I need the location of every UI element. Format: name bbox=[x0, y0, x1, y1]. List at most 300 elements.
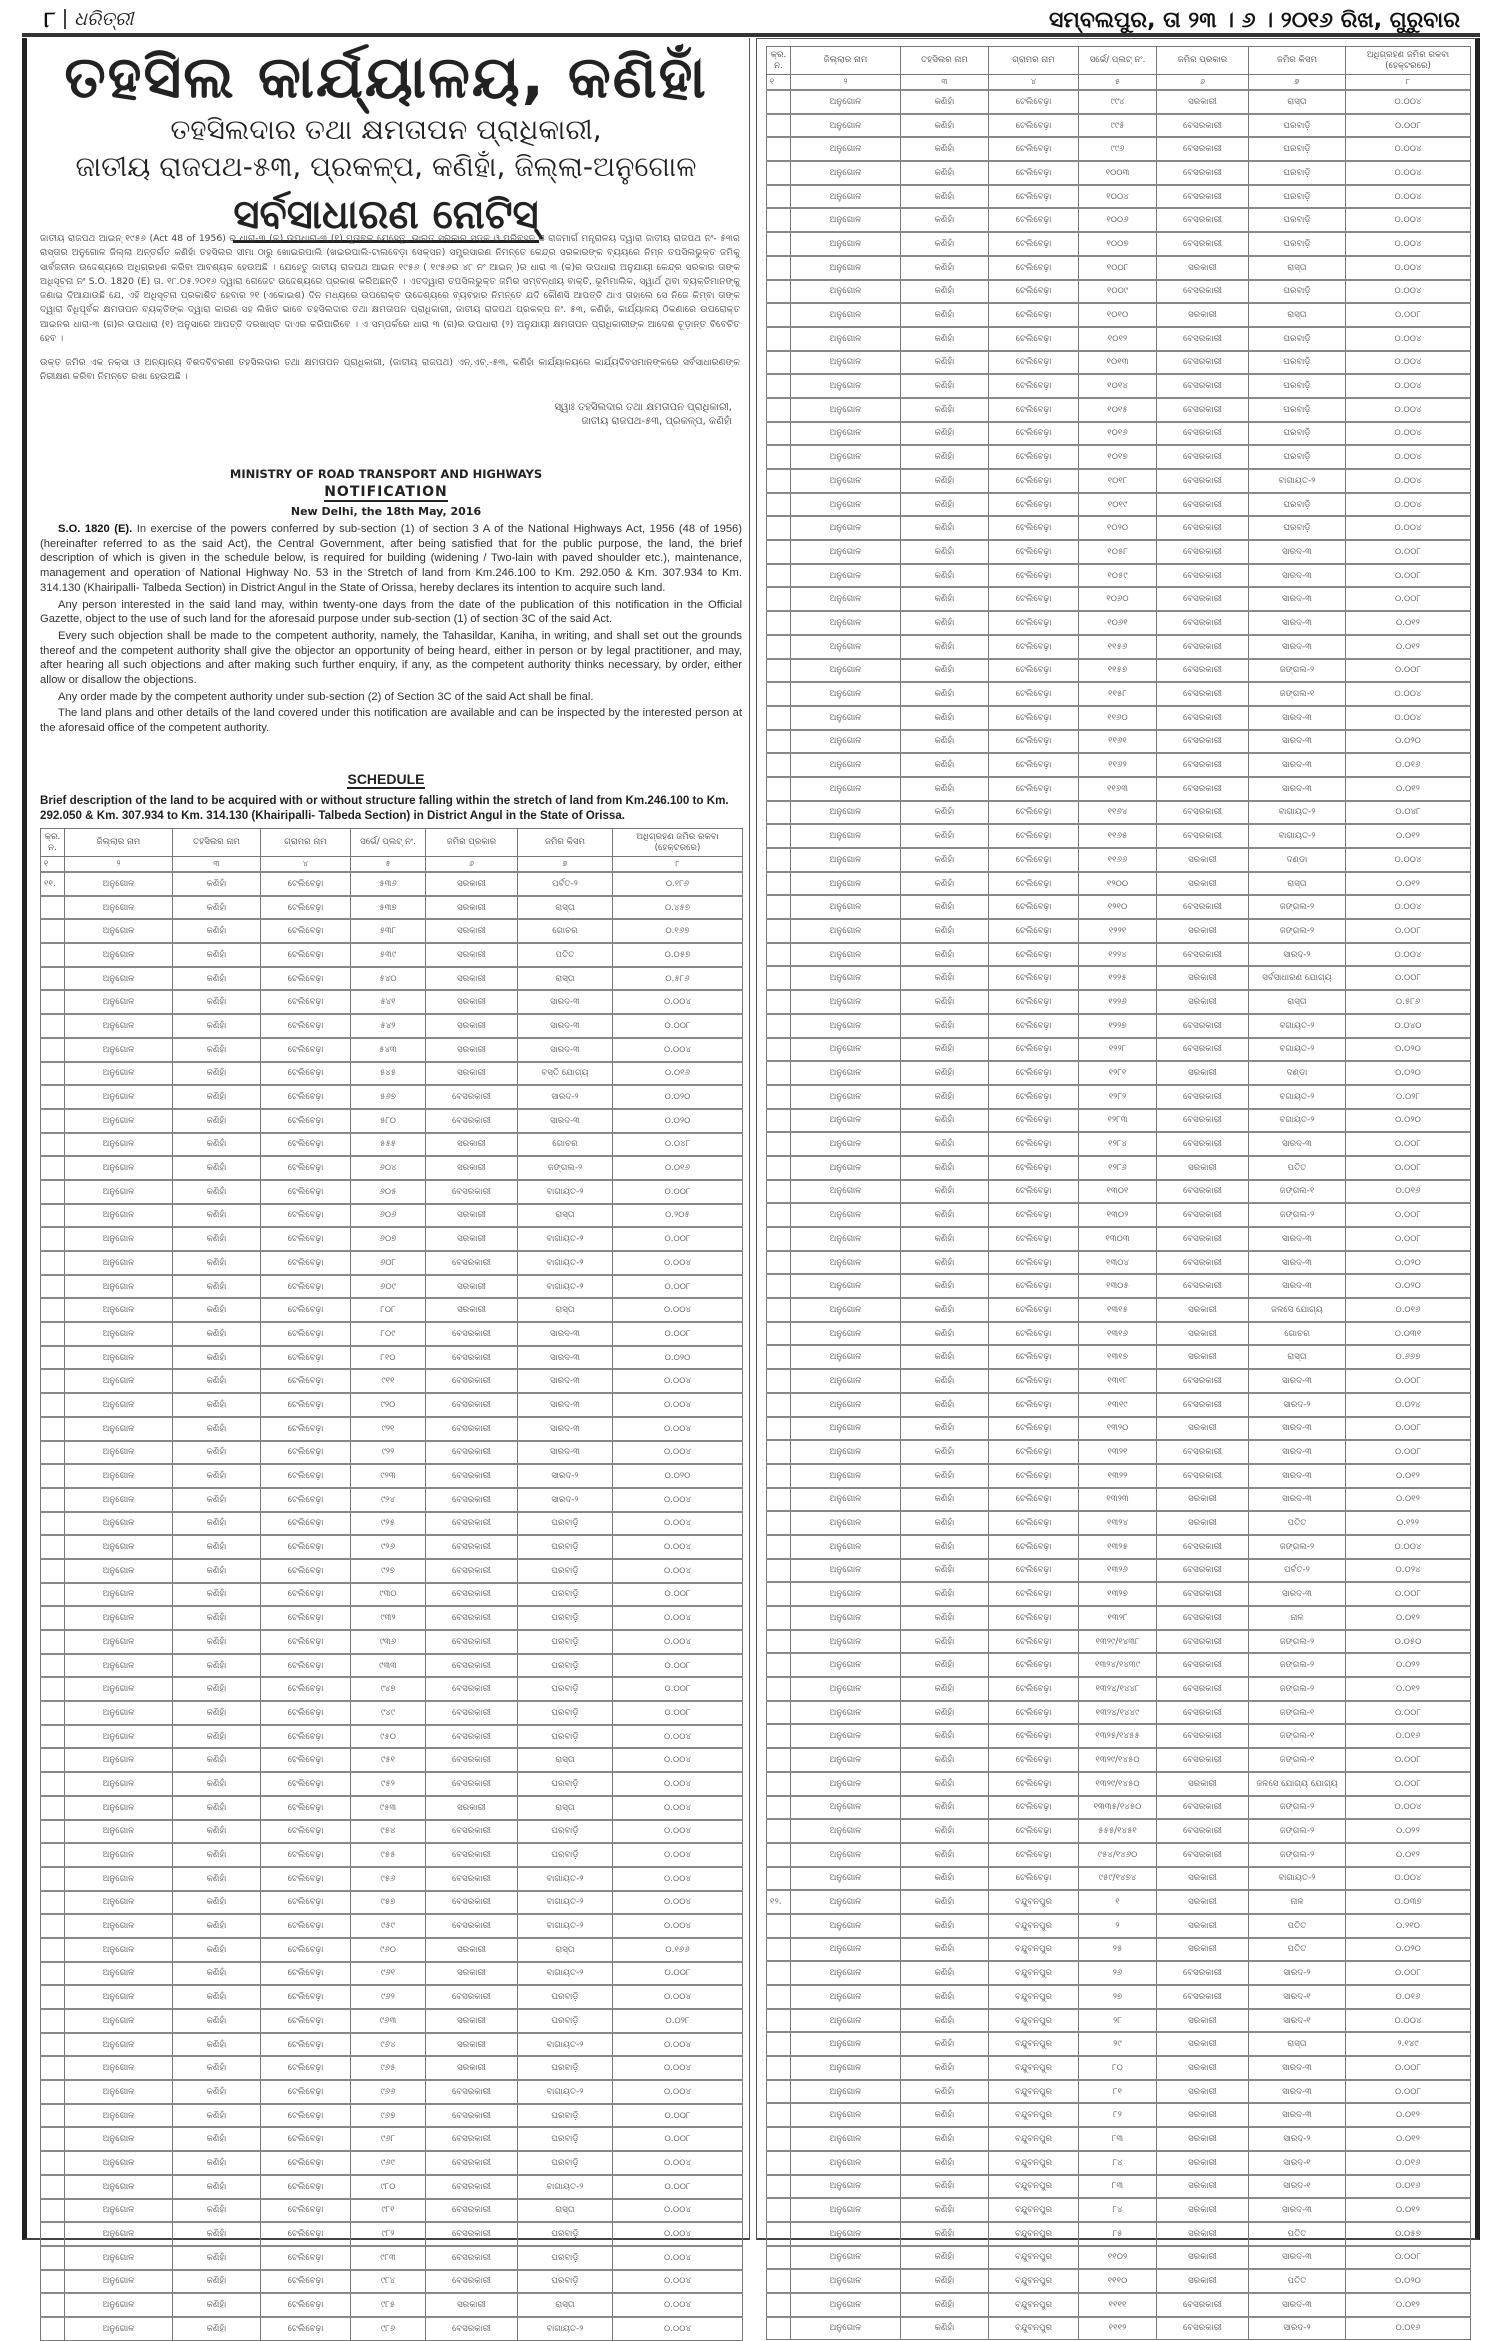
cell-tahasil: କଣିହାଁ bbox=[173, 1985, 261, 2009]
cell-village: ଟେଲିବେଢ଼ା bbox=[989, 1511, 1079, 1535]
cell-district: ଅନୁଗୋଳ bbox=[791, 1488, 901, 1512]
cell-district: ଅନୁଗୋଳ bbox=[65, 1891, 173, 1915]
cell-land-ownership: ବେସରକାରୀ bbox=[1157, 1582, 1249, 1606]
cell-acquired-area: ୦.୦୦୪ bbox=[1346, 398, 1471, 422]
cell-plot-number: ୯୫୭ bbox=[351, 1891, 426, 1915]
cell-village: ଟେଲିବେଢ଼ା bbox=[261, 1772, 351, 1796]
cell-acquired-area: ୦.୦୦୮ bbox=[613, 1014, 743, 1038]
cell-tahasil: କଣିହାଁ bbox=[173, 1180, 261, 1204]
cell-land-kind: ରାସ୍ତା bbox=[518, 1748, 613, 1772]
notice-subtitle-authority: ତହସିଲଦାର ତଥା କ୍ଷମତାପନ ପ୍ରାଧିକାରୀ, bbox=[170, 113, 602, 146]
cell-district: ଅନୁଗୋଳ bbox=[791, 2317, 901, 2340]
table-row bbox=[41, 1867, 743, 1891]
cell-district: ଅନୁଗୋଳ bbox=[791, 1938, 901, 1962]
cell-tahasil: କଣିହାଁ bbox=[173, 1796, 261, 1820]
cell-land-ownership: ବେସରକାରୀ bbox=[1157, 1393, 1249, 1417]
cell-tahasil: କଣିହାଁ bbox=[173, 1583, 261, 1607]
cell-land-ownership: ବେସରକାରୀ bbox=[1157, 1961, 1249, 1985]
cell-village: ଟେଲିବେଢ଼ା bbox=[261, 2175, 351, 2199]
cell-land-ownership: ବେସରକାରୀ bbox=[1157, 1724, 1249, 1748]
cell-plot-number: ୫୩୯ bbox=[351, 943, 426, 967]
table-row bbox=[41, 1914, 743, 1938]
cell-tahasil: କଣିହାଁ bbox=[173, 2151, 261, 2175]
cell-district: ଅନୁଗୋଳ bbox=[791, 2127, 901, 2151]
cell-land-ownership: ବେସରକାରୀ bbox=[1157, 1843, 1249, 1867]
cell-land-ownership: ବେସରକାରୀ bbox=[1157, 1203, 1249, 1227]
cell-district: ଅନୁଗୋଳ bbox=[65, 1535, 173, 1559]
cell-land-kind: ନାଳ bbox=[1249, 1606, 1346, 1630]
table-body bbox=[41, 872, 743, 2340]
cell-district: ଅନୁଗୋଳ bbox=[65, 1275, 173, 1299]
cell-land-kind: ସାରଦ-୧ bbox=[1249, 2151, 1346, 2175]
cell-acquired-area: ୦.୦୦୪ bbox=[1346, 445, 1471, 469]
signature-line: ଜାତୀୟ ରାଜପଥ-୫୩, ପ୍ରକଳ୍ପ, କଣିହାଁ bbox=[581, 416, 732, 427]
cell-tahasil: କଣିହାଁ bbox=[173, 1322, 261, 1346]
table-row bbox=[767, 1701, 1471, 1725]
cell-district: ଅନୁଗୋଳ bbox=[791, 1156, 901, 1180]
so-number: S.O. 1820 (E). bbox=[58, 523, 133, 535]
cell-tahasil: କଣିହାଁ bbox=[901, 445, 989, 469]
cell-land-ownership: ବେସରକାରୀ bbox=[426, 1535, 518, 1559]
cell-serial bbox=[41, 1535, 65, 1559]
cell-village: ଟେଲିବେଢ଼ା bbox=[261, 1346, 351, 1370]
table-row bbox=[767, 232, 1471, 256]
cell-land-kind: ସାରଦ-୩ bbox=[518, 1346, 613, 1370]
table-row bbox=[41, 1701, 743, 1725]
table-row bbox=[767, 1180, 1471, 1204]
cell-district: ଅନୁଗୋଳ bbox=[65, 1725, 173, 1749]
table-row bbox=[41, 943, 743, 967]
cell-plot-number: ୬୦୪ bbox=[351, 1156, 426, 1180]
cell-plot-number: ୯୩୩ bbox=[351, 1654, 426, 1678]
cell-plot-number: ୨୯ bbox=[1079, 2032, 1157, 2056]
table-row bbox=[41, 896, 743, 920]
cell-acquired-area: ୦.୦୧୨ bbox=[1346, 2198, 1471, 2222]
cell-village: ଟେଲିବେଢ଼ା bbox=[261, 943, 351, 967]
cell-district: ଅନୁଗୋଳ bbox=[65, 1843, 173, 1867]
cell-acquired-area: ୦.୦୦୪ bbox=[613, 1772, 743, 1796]
cell-land-kind: ଜଙ୍ଗଲ-୨ bbox=[1249, 1653, 1346, 1677]
cell-plot-number: ୧୩୨୪ bbox=[1079, 1511, 1157, 1535]
cell-tahasil: କଣିହାଁ bbox=[901, 966, 989, 990]
cell-land-kind: ସାରଦ-୩ bbox=[1249, 2103, 1346, 2127]
cell-plot-number: ୯୨୬ bbox=[351, 1535, 426, 1559]
cell-serial bbox=[767, 1274, 791, 1298]
cell-tahasil: କଣିହାଁ bbox=[901, 2103, 989, 2127]
cell-district: ଅନୁଗୋଳ bbox=[65, 2293, 173, 2317]
cell-serial bbox=[767, 516, 791, 540]
cell-district: ଅନୁଗୋଳ bbox=[65, 1227, 173, 1251]
cell-land-ownership: ସରକାରୀ bbox=[426, 1227, 518, 1251]
cell-plot-number: ୧୩୨୯/୧୪୫୦ bbox=[1079, 1748, 1157, 1772]
cell-district: ଅନୁଗୋଳ bbox=[791, 2151, 901, 2175]
cell-serial bbox=[41, 1204, 65, 1228]
cell-land-ownership: ବେସରକାରୀ bbox=[1157, 1748, 1249, 1772]
cell-serial bbox=[767, 1440, 791, 1464]
cell-land-kind: ସାରଦ-୧ bbox=[1249, 1985, 1346, 2009]
cell-serial bbox=[767, 1535, 791, 1559]
cell-acquired-area: ୦.୦୦୪ bbox=[613, 1914, 743, 1938]
cell-plot-number: ୯୫୧ bbox=[351, 1748, 426, 1772]
cell-plot-number: ୧୩୩୫/୧୪୫୦ bbox=[1079, 1796, 1157, 1820]
cell-district: ଅନୁଗୋଳ bbox=[791, 540, 901, 564]
cell-plot-number: ୧୧୦୨ bbox=[1079, 2246, 1157, 2270]
cell-plot-number: ୯୩୬ bbox=[351, 1630, 426, 1654]
cell-land-ownership: ସରକାରୀ bbox=[1157, 1914, 1249, 1938]
cell-acquired-area: ୦.୦୦୪ bbox=[613, 990, 743, 1014]
cell-land-kind: ବାଗାୟତ-୨ bbox=[518, 1275, 613, 1299]
cell-acquired-area: ୦.୦୦୪ bbox=[1346, 351, 1471, 375]
cell-plot-number: ୮୪ bbox=[1079, 2198, 1157, 2222]
cell-district: ଅନୁଗୋଳ bbox=[65, 1180, 173, 1204]
cell-plot-number: ୯୩୦ bbox=[351, 1583, 426, 1607]
cell-tahasil: କଣିହାଁ bbox=[901, 1203, 989, 1227]
cell-plot-number: ୧୦୨୦ bbox=[1079, 516, 1157, 540]
cell-land-ownership: ବେସରକାରୀ bbox=[1157, 1630, 1249, 1654]
cell-plot-number: ୫୪୦ bbox=[351, 967, 426, 991]
column-header-land-ownership: ଜମିର ପ୍ରକାର bbox=[1157, 47, 1249, 75]
table-row bbox=[41, 1938, 743, 1962]
cell-serial bbox=[767, 1014, 791, 1038]
cell-serial bbox=[41, 990, 65, 1014]
table-row bbox=[767, 2269, 1471, 2293]
cell-tahasil: କଣିହାଁ bbox=[173, 872, 261, 896]
table-row bbox=[767, 1274, 1471, 1298]
cell-land-ownership: ବେସରକାରୀ bbox=[1157, 943, 1249, 967]
cell-plot-number: ୧୩୨୪/୧୪୪୮ bbox=[1079, 1677, 1157, 1701]
cell-land-kind: ବାଗାୟତ-୨ bbox=[518, 1251, 613, 1275]
cell-serial bbox=[767, 2056, 791, 2080]
odia-paragraph: ଉକ୍ତ ଜମିର ଏକ ନକ୍ସା ଓ ଅନ୍ୟାନ୍ୟ ବିଶଦବିବରଣୀ ତହସିଲଦାର ତଥା କ୍ଷମତାପନ ପ୍ରାଧିକାରୀ, (ଜାତୀୟ ରାଜପଥ) ଏନ୍.ଏଚ୍.-୫୩, କଣିହାଁ କାର୍ଯ୍ୟାଳୟରେ କାର୍ଯ୍ୟଦିବସମାନଙ୍କରେ ସର୍ବସାଧାରଣଙ୍କ ନିରୀକ୍ଷଣ କରିବା ନିମନ୍ତେ ରଖା ହେଉଅଛି । bbox=[40, 357, 740, 383]
cell-plot-number: ୧୦୦୪ bbox=[1079, 185, 1157, 209]
cell-district: ଅନୁଗୋଳ bbox=[65, 1962, 173, 1986]
cell-plot-number: ୯୬୭ bbox=[351, 2104, 426, 2128]
table-row bbox=[767, 1014, 1471, 1038]
cell-land-kind: ସାରଦ-୩ bbox=[1249, 1132, 1346, 1156]
table-row bbox=[767, 611, 1471, 635]
column-number: ୭ bbox=[518, 857, 613, 873]
cell-land-ownership: ବେସରକାରୀ bbox=[1157, 1464, 1249, 1488]
cell-plot-number: ୯୮୬ bbox=[351, 2317, 426, 2340]
cell-acquired-area: ୨.୧୪୯ bbox=[1346, 2032, 1471, 2056]
cell-tahasil: କଣିହାଁ bbox=[901, 1109, 989, 1133]
table-row bbox=[41, 1796, 743, 1820]
cell-plot-number: ୯୯୪ bbox=[1079, 90, 1157, 114]
cell-land-ownership: ବେସରକାରୀ bbox=[1157, 706, 1249, 730]
cell-serial bbox=[41, 2270, 65, 2294]
cell-land-kind: ଘରବାଡ଼ି bbox=[518, 2056, 613, 2080]
column-number: ୪ bbox=[261, 857, 351, 873]
cell-serial bbox=[767, 1203, 791, 1227]
cell-serial bbox=[767, 1843, 791, 1867]
table-row bbox=[767, 280, 1471, 304]
cell-land-ownership: ସରକାରୀ bbox=[1157, 1061, 1249, 1085]
table-header-row bbox=[41, 829, 743, 857]
cell-village: ଟେଲିବେଢ଼ା bbox=[261, 1701, 351, 1725]
schedule-description: Brief description of the land to be acquired with or without structure falling within the stretch of land from Km.246.100 to Km. 292.050 & Km. 307.934 to Km. 314.130 (Khairipalli- Talbeda Section) in District Angul in the State of Orissa. bbox=[40, 794, 729, 822]
cell-land-kind: ବାଗାୟତ-୨ bbox=[1249, 1867, 1346, 1891]
cell-village: ଟେଲିବେଢ଼ା bbox=[261, 1085, 351, 1109]
cell-serial bbox=[767, 1061, 791, 1085]
cell-acquired-area: ୦.୦୦୪ bbox=[613, 1441, 743, 1465]
cell-land-kind: ଦଣ୍ଡା bbox=[1249, 848, 1346, 872]
cell-serial bbox=[767, 327, 791, 351]
cell-serial bbox=[41, 1038, 65, 1062]
table-row bbox=[767, 1819, 1471, 1843]
cell-village: ଟେଲିବେଢ଼ା bbox=[261, 1559, 351, 1583]
cell-plot-number: ୧୨୨୭ bbox=[1079, 1014, 1157, 1038]
cell-plot-number: ୫୪୧ bbox=[351, 990, 426, 1014]
cell-village: ଟେଲିବେଢ଼ା bbox=[261, 1156, 351, 1180]
cell-land-ownership: ସରକାରୀ bbox=[426, 990, 518, 1014]
cell-tahasil: କଣିହାଁ bbox=[901, 114, 989, 138]
table-row bbox=[41, 2009, 743, 2033]
cell-land-ownership: ବେସରକାରୀ bbox=[1157, 1559, 1249, 1583]
cell-village: ଟେଲିବେଢ଼ା bbox=[989, 1203, 1079, 1227]
cell-serial bbox=[767, 1748, 791, 1772]
cell-village: ଟେଲିବେଢ଼ା bbox=[989, 895, 1079, 919]
cell-plot-number: ୯୬୯ bbox=[351, 2151, 426, 2175]
cell-acquired-area: ୦.୦୧୨ bbox=[1346, 2127, 1471, 2151]
cell-land-ownership: ବେସରକାରୀ bbox=[1157, 1819, 1249, 1843]
cell-tahasil: କଣିହାଁ bbox=[901, 1274, 989, 1298]
cell-acquired-area: ୦.୦୦୮ bbox=[1346, 1203, 1471, 1227]
cell-land-kind: ଘରବାଡ଼ି bbox=[518, 1559, 613, 1583]
cell-land-ownership: ବେସରକାରୀ bbox=[1157, 587, 1249, 611]
cell-village: ବନ୍ଦୁବନପୁର bbox=[989, 2127, 1079, 2151]
table-row bbox=[41, 1322, 743, 1346]
cell-land-kind: ଜଙ୍ଗଲ-୨ bbox=[1249, 1535, 1346, 1559]
cell-tahasil: କଣିହାଁ bbox=[173, 1891, 261, 1915]
cell-village: ଟେଲିବେଢ଼ା bbox=[261, 1369, 351, 1393]
notice-title: ତହସିଲ କାର୍ଯ୍ୟାଳୟ, କଣିହାଁ bbox=[64, 43, 708, 111]
cell-plot-number: ୯୬୧ bbox=[351, 1962, 426, 1986]
cell-land-kind: ପତିତ bbox=[1249, 2222, 1346, 2246]
cell-tahasil: କଣିହାଁ bbox=[901, 2032, 989, 2056]
cell-village: ଟେଲିବେଢ଼ା bbox=[989, 1298, 1079, 1322]
cell-land-ownership: ବେସରକାରୀ bbox=[426, 1109, 518, 1133]
cell-plot-number: ୯୬୨ bbox=[351, 1985, 426, 2009]
cell-district: ଅନୁଗୋଳ bbox=[791, 1677, 901, 1701]
cell-district: ଅନୁଗୋଳ bbox=[791, 659, 901, 683]
cell-district: ଅନୁଗୋଳ bbox=[791, 2293, 901, 2317]
cell-acquired-area: ୦.୦୧୨ bbox=[1346, 1843, 1471, 1867]
cell-district: ଅନୁଗୋଳ bbox=[791, 1843, 901, 1867]
cell-acquired-area: ୦.୦୦୮ bbox=[1346, 2080, 1471, 2104]
cell-district: ଅନୁଗୋଳ bbox=[791, 1227, 901, 1251]
cell-village: ଟେଲିବେଢ଼ା bbox=[989, 232, 1079, 256]
cell-acquired-area: ୦.୦୦୮ bbox=[613, 1583, 743, 1607]
cell-plot-number: ୨୮ bbox=[1079, 2009, 1157, 2033]
cell-land-kind: ରାସ୍ତା bbox=[1249, 303, 1346, 327]
cell-tahasil: କଣିହାଁ bbox=[173, 1654, 261, 1678]
land-schedule-table-left bbox=[40, 828, 743, 2341]
cell-land-kind: ଜଙ୍ଗଲ-୨ bbox=[1249, 1819, 1346, 1843]
cell-tahasil: କଣିହାଁ bbox=[173, 2056, 261, 2080]
cell-plot-number: ୧୧୫୮ bbox=[1079, 682, 1157, 706]
cell-tahasil: କଣିହାଁ bbox=[901, 1132, 989, 1156]
cell-plot-number: ୧୦୦୭ bbox=[1079, 232, 1157, 256]
table-row bbox=[767, 753, 1471, 777]
cell-plot-number: ୧୦୫୯ bbox=[1079, 564, 1157, 588]
cell-serial bbox=[767, 943, 791, 967]
notification-body bbox=[40, 522, 742, 738]
cell-land-kind: ସାରଦ-୩ bbox=[518, 1322, 613, 1346]
cell-land-ownership: ବେସରକାରୀ bbox=[1157, 753, 1249, 777]
cell-tahasil: କଣିହାଁ bbox=[901, 1085, 989, 1109]
cell-serial bbox=[767, 635, 791, 659]
cell-plot-number: ୨୫ bbox=[1079, 1938, 1157, 1962]
cell-plot-number: ୧୩୧୮ bbox=[1079, 1369, 1157, 1393]
cell-tahasil: କଣିହାଁ bbox=[173, 1512, 261, 1536]
cell-district: ଅନୁଗୋଳ bbox=[65, 967, 173, 991]
cell-village: ଟେଲିବେଢ଼ା bbox=[989, 1582, 1079, 1606]
cell-acquired-area: ୦.୬୬୭ bbox=[1346, 1345, 1471, 1369]
cell-acquired-area: ୦.୦୨୦ bbox=[613, 1109, 743, 1133]
table-row bbox=[767, 469, 1471, 493]
table-row bbox=[41, 990, 743, 1014]
cell-village: ବନ୍ଦୁବନପୁର bbox=[989, 2246, 1079, 2270]
cell-village: ଟେଲିବେଢ଼ା bbox=[989, 1061, 1079, 1085]
cell-acquired-area: ୦.୦୧୨ bbox=[1346, 777, 1471, 801]
cell-serial bbox=[41, 1062, 65, 1086]
cell-village: ବନ୍ଦୁବନପୁର bbox=[989, 2317, 1079, 2340]
cell-tahasil: କଣିହାଁ bbox=[901, 1890, 989, 1914]
cell-district: ଅନୁଗୋଳ bbox=[65, 872, 173, 896]
cell-plot-number: ୬୦୫ bbox=[351, 1180, 426, 1204]
column-header-district: ଜିଲ୍ଲାର ନାମ bbox=[791, 47, 901, 75]
cell-land-kind: ପତିତ bbox=[1249, 2269, 1346, 2293]
cell-serial bbox=[41, 2127, 65, 2151]
cell-serial bbox=[41, 1322, 65, 1346]
table-row bbox=[41, 1772, 743, 1796]
cell-serial bbox=[767, 1298, 791, 1322]
cell-tahasil: କଣିହାଁ bbox=[173, 1275, 261, 1299]
cell-land-ownership: ବେସରକାରୀ bbox=[426, 2317, 518, 2340]
table-row bbox=[767, 943, 1471, 967]
cell-village: ଟେଲିବେଢ଼ା bbox=[989, 327, 1079, 351]
table-row bbox=[767, 2293, 1471, 2317]
cell-acquired-area: ୦.୦୦୪ bbox=[613, 1038, 743, 1062]
cell-district: ଅନୁଗୋଳ bbox=[65, 1085, 173, 1109]
cell-district: ଅନୁଗୋଳ bbox=[65, 1701, 173, 1725]
cell-district: ଅନୁଗୋଳ bbox=[791, 1274, 901, 1298]
table-row bbox=[767, 1417, 1471, 1441]
cell-land-ownership: ସରକାରୀ bbox=[1157, 990, 1249, 1014]
cell-plot-number: ୧୦୬୧ bbox=[1079, 611, 1157, 635]
cell-tahasil: କଣିହାଁ bbox=[173, 2080, 261, 2104]
cell-district: ଅନୁଗୋଳ bbox=[65, 1630, 173, 1654]
cell-district: ଅନୁଗୋଳ bbox=[65, 1583, 173, 1607]
cell-acquired-area: ୦.୦୦୪ bbox=[1346, 137, 1471, 161]
cell-plot-number: ୫୩୮ bbox=[351, 919, 426, 943]
cell-land-kind: ଘରବାଡ଼ି bbox=[1249, 137, 1346, 161]
cell-village: ଟେଲିବେଢ଼ା bbox=[989, 1417, 1079, 1441]
table-row bbox=[41, 1204, 743, 1228]
cell-village: ଟେଲିବେଢ଼ା bbox=[261, 872, 351, 896]
cell-plot-number: ୮୪ bbox=[1079, 2151, 1157, 2175]
cell-land-kind: ସାରଦ-୩ bbox=[1249, 1440, 1346, 1464]
cell-village: ଟେଲିବେଢ଼ା bbox=[261, 896, 351, 920]
table-row bbox=[767, 1890, 1471, 1914]
cell-district: ଅନୁଗୋଳ bbox=[791, 1985, 901, 2009]
cell-land-kind: ସାରଦ-୩ bbox=[1249, 2080, 1346, 2104]
cell-tahasil: କଣିହାଁ bbox=[901, 256, 989, 280]
cell-tahasil: କଣିହାଁ bbox=[173, 1204, 261, 1228]
cell-land-kind: ସାରଦ-୩ bbox=[1249, 635, 1346, 659]
table-row bbox=[767, 1653, 1471, 1677]
cell-land-ownership: ବେସରକାରୀ bbox=[426, 1630, 518, 1654]
cell-tahasil: କଣିହାଁ bbox=[173, 2033, 261, 2057]
cell-district: ଅନୁଗୋଳ bbox=[791, 1014, 901, 1038]
cell-plot-number: ୧୦୦୩ bbox=[1079, 161, 1157, 185]
cell-serial bbox=[41, 1962, 65, 1986]
cell-village: ଟେଲିବେଢ଼ା bbox=[989, 1251, 1079, 1275]
cell-plot-number: ୧୨୦୦ bbox=[1079, 872, 1157, 896]
cell-serial bbox=[767, 2293, 791, 2317]
table-row bbox=[767, 445, 1471, 469]
cell-land-kind: ବଗାୟତ-୨ bbox=[1249, 1014, 1346, 1038]
cell-land-ownership: ବେସରକାରୀ bbox=[426, 1701, 518, 1725]
cell-land-kind: ଘରବାଡ଼ି bbox=[1249, 493, 1346, 517]
cell-tahasil: କଣିହାଁ bbox=[173, 2199, 261, 2223]
cell-tahasil: କଣିହାଁ bbox=[901, 1227, 989, 1251]
table-row bbox=[767, 374, 1471, 398]
cell-land-kind: ଘରବାଡ଼ି bbox=[518, 2127, 613, 2151]
cell-district: ଅନୁଗୋଳ bbox=[791, 114, 901, 138]
cell-acquired-area: ୦.୦୦୮ bbox=[1346, 1417, 1471, 1441]
table-row bbox=[41, 1251, 743, 1275]
cell-serial bbox=[41, 967, 65, 991]
cell-acquired-area: ୦.୦୦୪ bbox=[613, 1843, 743, 1867]
cell-district: ଅନୁଗୋଳ bbox=[791, 1061, 901, 1085]
cell-plot-number: ୧୦୦୬ bbox=[1079, 208, 1157, 232]
cell-district: ଅନୁଗୋଳ bbox=[791, 208, 901, 232]
table-row bbox=[767, 1488, 1471, 1512]
cell-acquired-area: ୦.୦୧୬ bbox=[1346, 2175, 1471, 2199]
cell-village: ଟେଲିବେଢ଼ା bbox=[989, 1677, 1079, 1701]
cell-land-ownership: ବେସରକାରୀ bbox=[426, 1654, 518, 1678]
table-row bbox=[767, 2032, 1471, 2056]
cell-village: ବନ୍ଦୁବନପୁର bbox=[989, 1985, 1079, 2009]
cell-serial bbox=[41, 1677, 65, 1701]
cell-tahasil: କଣିହାଁ bbox=[173, 1962, 261, 1986]
cell-land-ownership: ସରକାରୀ bbox=[1157, 2103, 1249, 2127]
cell-serial bbox=[41, 1985, 65, 2009]
cell-acquired-area: ୦.୧୮୬ bbox=[613, 872, 743, 896]
cell-village: ଟେଲିବେଢ଼ା bbox=[261, 919, 351, 943]
cell-land-ownership: ସରକାରୀ bbox=[426, 919, 518, 943]
cell-village: ଟେଲିବେଢ଼ା bbox=[989, 564, 1079, 588]
cell-land-ownership: ବେସରକାରୀ bbox=[1157, 1085, 1249, 1109]
cell-acquired-area: ୦.୦୦୮ bbox=[1346, 1132, 1471, 1156]
cell-acquired-area: ୦.୦୦୪ bbox=[613, 1559, 743, 1583]
cell-plot-number: ୮୩ bbox=[1079, 2175, 1157, 2199]
cell-tahasil: କଣିହାଁ bbox=[173, 1867, 261, 1891]
cell-village: ଟେଲିବେଢ଼ା bbox=[261, 1393, 351, 1417]
cell-tahasil: କଣିହାଁ bbox=[901, 1559, 989, 1583]
cell-plot-number: ୧୦୬୦ bbox=[1079, 587, 1157, 611]
cell-land-ownership: ବେସରକାରୀ bbox=[426, 2104, 518, 2128]
cell-serial bbox=[767, 2127, 791, 2151]
cell-land-kind: ବାଗାୟତ-୨ bbox=[518, 2033, 613, 2057]
cell-village: ଟେଲିବେଢ଼ା bbox=[261, 1322, 351, 1346]
cell-land-kind: ଜଙ୍ଗଲ-୨ bbox=[1249, 1630, 1346, 1654]
cell-plot-number: ୯୫୫ bbox=[351, 1843, 426, 1867]
cell-serial bbox=[41, 1156, 65, 1180]
cell-land-kind: ବାଗାୟତ-୨ bbox=[1249, 469, 1346, 493]
cell-land-kind: ଜଙ୍ଗଲ-୨ bbox=[1249, 919, 1346, 943]
